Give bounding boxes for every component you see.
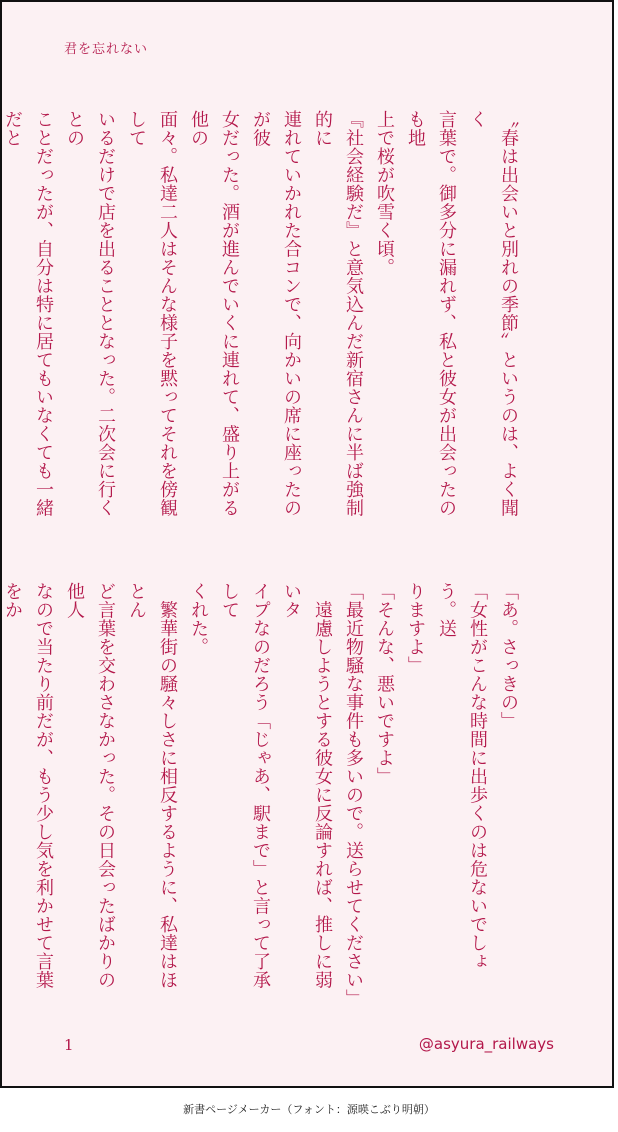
text-column: なので当たり前だが、もう少し気を利かせて言葉をか (2, 582, 54, 989)
text-column: 「そんな、悪いですよ」 (374, 582, 395, 786)
footer-credit: 新書ページメーカー（フォント：源暎こぶり明朝） (183, 1103, 435, 1116)
text-column: ど言葉を交わさなかった。その日会ったばかりの他人 (64, 582, 116, 989)
text-column: 遠慮しようとする彼女に反論すれば、推しに弱いタ (281, 582, 333, 989)
text-column: 「あ。さっきの」 (498, 582, 519, 730)
text-column: くれた。 (188, 582, 209, 656)
text-column: 連れていかれた合コンで、向かいの席に座ったのが彼 (250, 110, 302, 517)
text-column: 上で桜が吹雪く頃。 (374, 110, 395, 277)
text-column: 「女性がこんな時間に出歩くのは危ないでしょう。送 (436, 582, 488, 971)
text-column: 繁華街の騒々しさに相反するように、私達はほとん (126, 582, 178, 989)
text-column: 女だった。酒が進んでいくに連れて、盛り上がる他の (188, 110, 240, 517)
text-column: りますよ」 (405, 582, 426, 675)
page-number: 1 (64, 1036, 74, 1054)
page-header-title: 君を忘れない (64, 42, 149, 57)
text-column: イプなのだろう「じゃあ、駅まで」と言って了承して (219, 582, 271, 989)
text-column: 「最近物騒な事件も多いので。送らせてください」 (343, 582, 364, 1008)
text-column: 『社会経験だ』と意気込んだ新宿さんに半ば強制的に (312, 110, 364, 517)
text-column: ことだったが、自分は特に居てもいなくても一緒だと (2, 110, 54, 517)
text-column: いるだけで店を出ることとなった。二次会に行くとの (64, 110, 116, 517)
text-column: 〝春は出会いと別れの季節〟というのは、よく聞く (467, 110, 519, 517)
lower-text-block (0, 582, 524, 1008)
text-column: 面々。私達二人はそんな様子を黙ってそれを傍観して (126, 110, 178, 517)
upper-text-block (0, 110, 524, 530)
author-handle: @asyura_railways (418, 1035, 554, 1053)
text-column: 言葉で。御多分に漏れず、私と彼女が出会ったのも地 (405, 110, 457, 517)
